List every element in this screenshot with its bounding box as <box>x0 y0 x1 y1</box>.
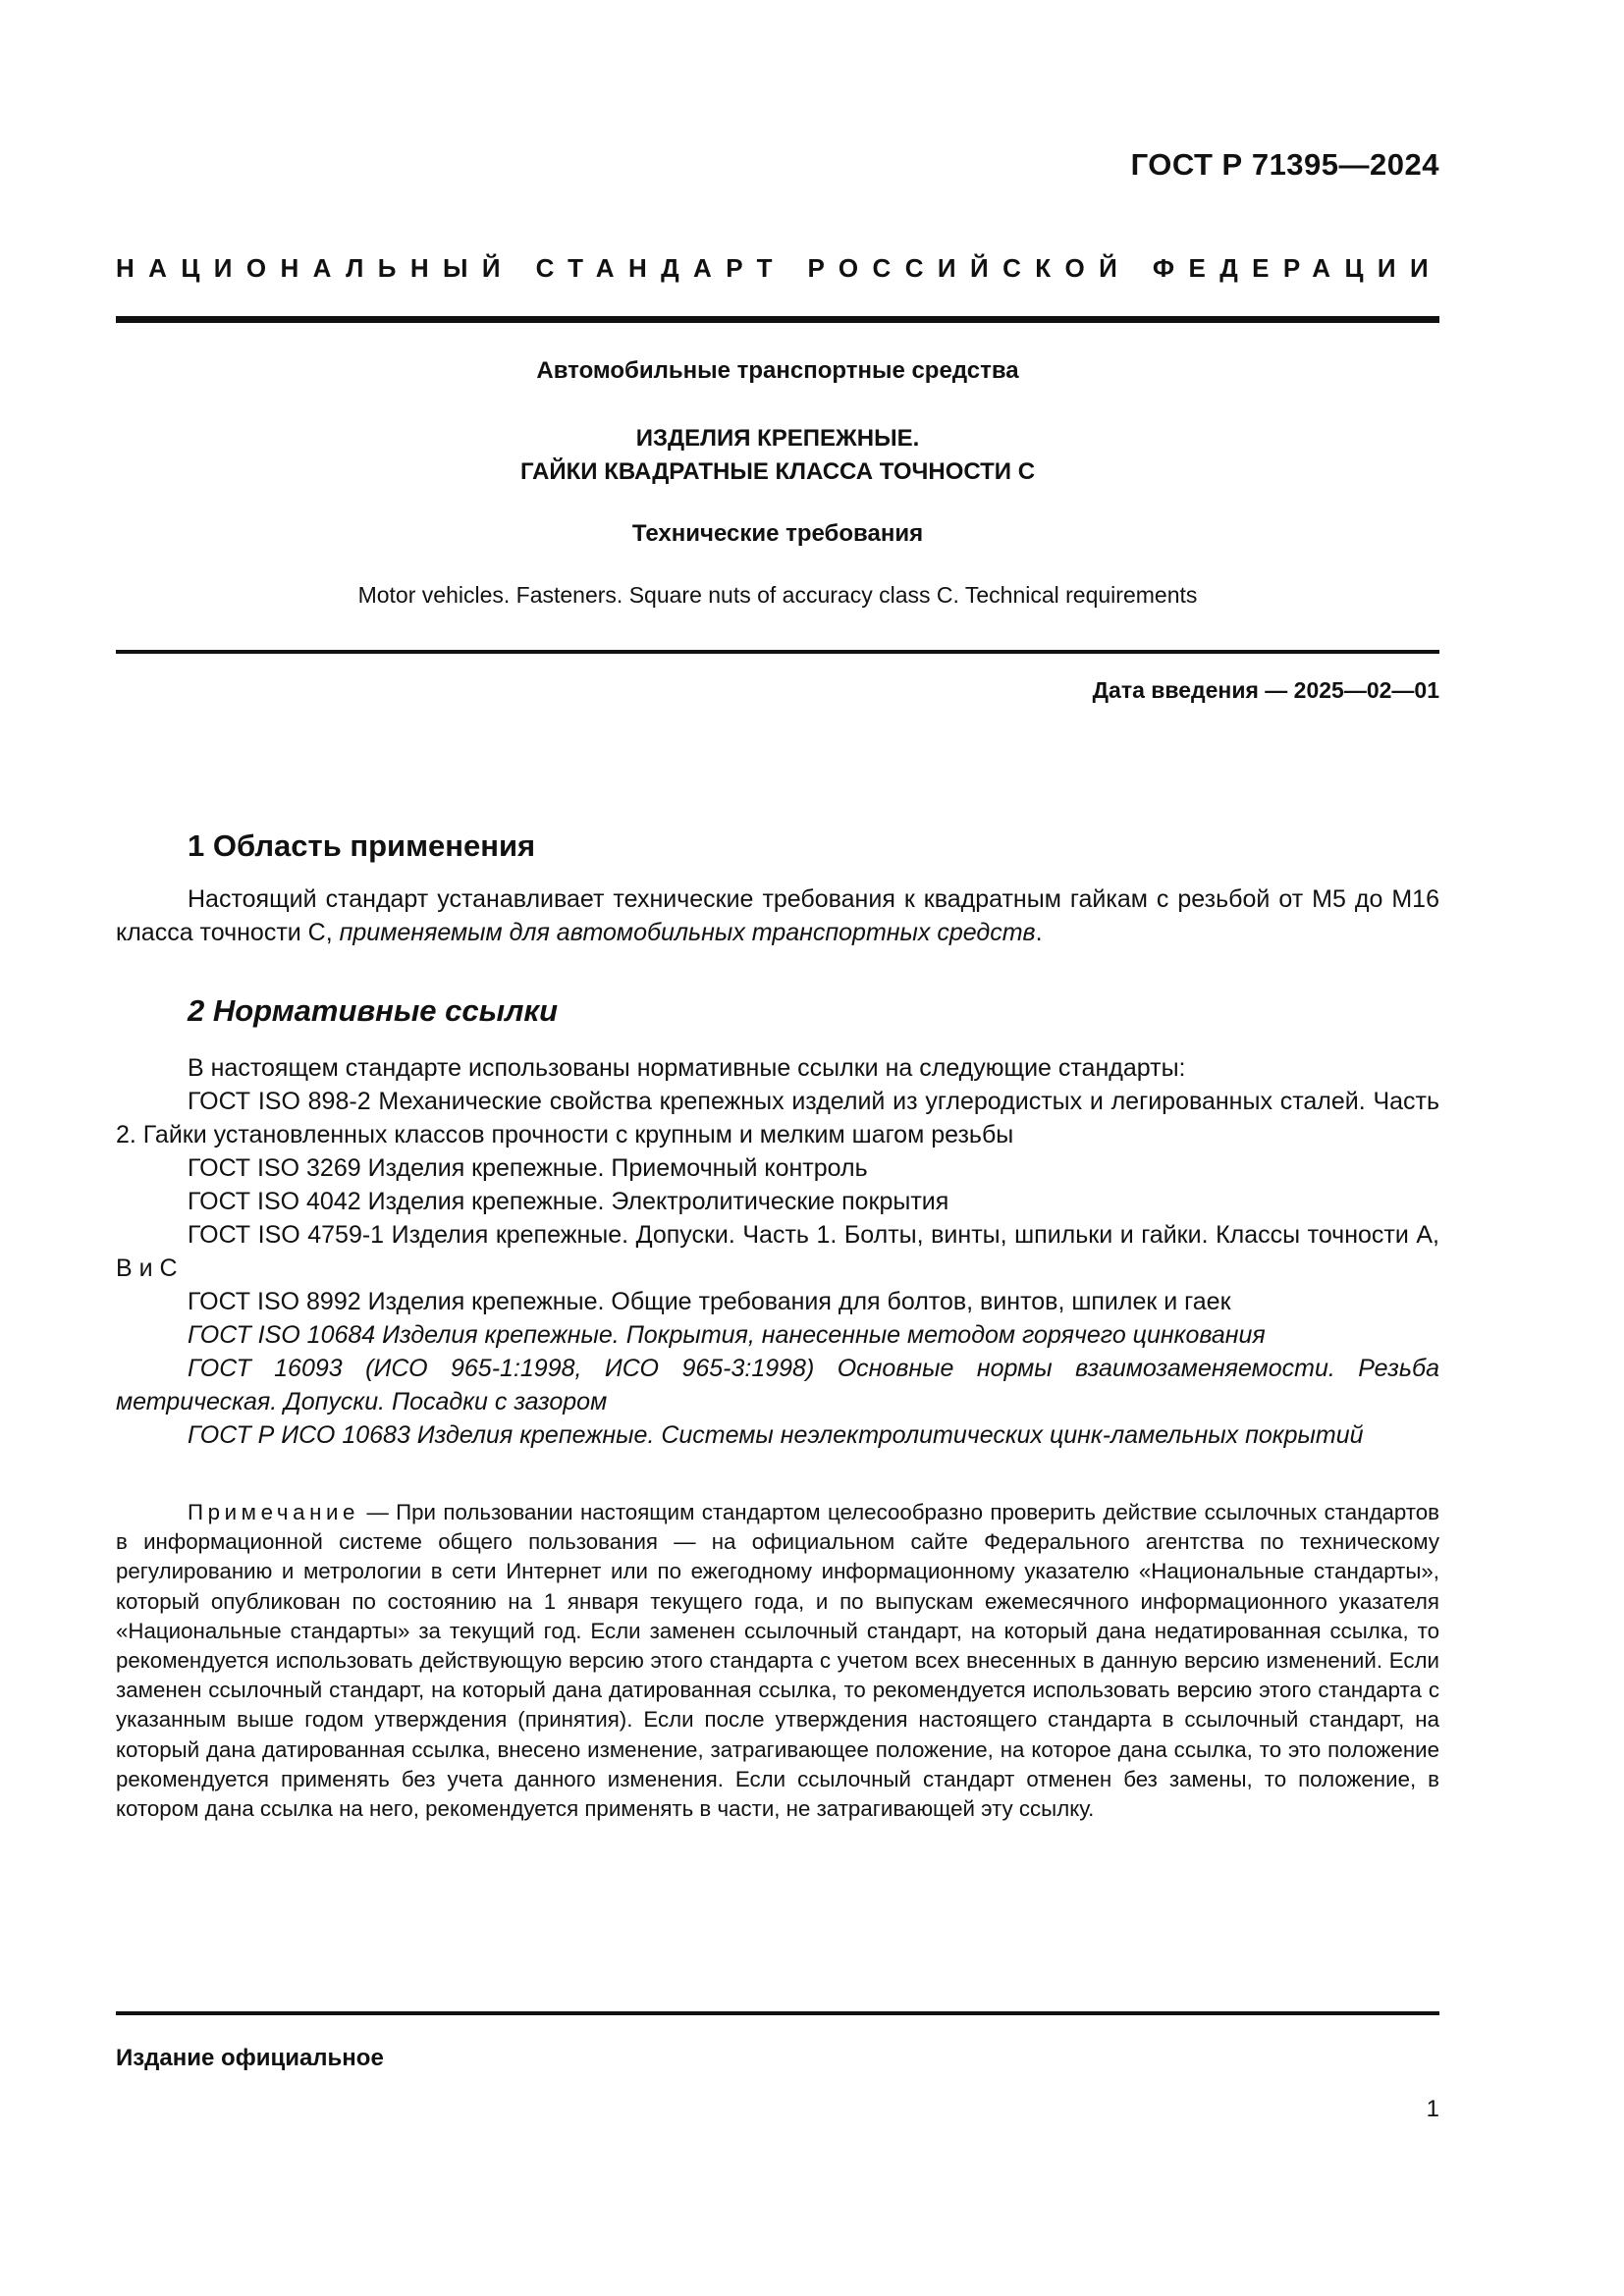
reference-item: ГОСТ ISO 8992 Изделия крепежные. Общие требования для болтов, винтов, шпилек и гаек <box>188 1288 1231 1315</box>
scope-paragraph <box>116 882 1439 949</box>
reference-item: ГОСТ ISO 898-2 Механические свойства крепежных изделий из углеродистых и легированных сталей. Часть 2. Гайки установленных классов прочности с крупным и мелким шагом резьбы <box>116 1088 1439 1148</box>
references-note <box>116 1498 1439 1824</box>
section-1-body <box>116 882 1439 949</box>
page-number: 1 <box>1426 2096 1439 2122</box>
document-number: ГОСТ Р 71395—2024 <box>1130 147 1439 182</box>
english-title: Motor vehicles. Fasteners. Square nuts of accuracy class C. Technical requirements <box>357 582 1198 608</box>
references-intro: В настоящем стандарте использованы нормативные ссылки на следующие стандарты: <box>188 1054 1186 1082</box>
introduction-date: Дата введения — 2025—02—01 <box>1092 677 1439 703</box>
standard-category: Автомобильные транспортные средства <box>536 357 1019 384</box>
footer-divider <box>116 2011 1439 2015</box>
note-text: — При пользовании настоящим стандартом целесообразно проверить действие ссылочных стандартов в информационной системе общего пользования — на официальном сайте Федерального агентства по техническому регулированию и метрологии в сети Интернет или по ежегодному информационному указателю «Национальные стандарты», который опубликован по состоянию на 1 января текущего года, и по выпускам ежемесячного информационного указателя «Национальные стандарты» за текущий год. Если заменен ссылочный стандарт, на который дана недатированная ссылка, то рекомендуется использовать действующую версию этого стандарта с учетом всех внесенных в данную версию изменений. Если заменен ссылочный стандарт, на который дана датированная ссылка, то рекомендуется использовать версию этого стандарта с указанным выше годом утверждения (принятия). Если после утверждения настоящего стандарта в ссылочный стандарт, на который дана датированная ссылка, внесено изменение, затрагивающее положение, на которое дана ссылка, то это положение рекомендуется применять без учета данного изменения. Если ссылочный стандарт отменен без замены, то положение, в котором дана ссылка на него, рекомендуется применять в части, не затрагивающей эту ссылку. <box>116 1500 1439 1822</box>
section-2-heading: 2 Нормативные ссылки <box>188 993 559 1028</box>
national-standard-heading: НАЦИОНАЛЬНЫЙ СТАНДАРТ РОССИЙСКОЙ ФЕДЕРАЦИИ <box>116 253 1443 283</box>
reference-item: ГОСТ ISO 4042 Изделия крепежные. Электролитические покрытия <box>188 1188 949 1215</box>
note-label: Примечание <box>188 1500 360 1524</box>
scope-text-italic: применяемым для автомобильных транспортных средств <box>339 919 1036 946</box>
scope-text: Настоящий стандарт устанавливает технические требования к квадратным гайкам с резьбой от М5 до М16 класса точности С, <box>116 885 1439 946</box>
standard-subtitle: Технические требования <box>631 520 924 547</box>
title-divider <box>116 650 1439 654</box>
scope-text-end: . <box>1035 919 1043 946</box>
header-divider <box>116 316 1439 323</box>
title-line-1: ИЗДЕЛИЯ КРЕПЕЖНЫЕ. <box>635 425 920 452</box>
official-edition-label: Издание официальное <box>116 2045 384 2071</box>
section-1-heading: 1 Область применения <box>188 828 536 863</box>
reference-item-italic: ГОСТ Р ИСО 10683 Изделия крепежные. Системы неэлектролитических цинк-ламельных покрытий <box>188 1421 1364 1449</box>
reference-item: ГОСТ ISO 3269 Изделия крепежные. Приемочный контроль <box>188 1154 868 1182</box>
section-2-body <box>116 1051 1439 1452</box>
title-line-2: ГАЙКИ КВАДРАТНЫЕ КЛАССА ТОЧНОСТИ С <box>519 458 1036 485</box>
standard-title <box>116 422 1439 489</box>
reference-item: ГОСТ ISO 4759-1 Изделия крепежные. Допуски. Часть 1. Болты, винты, шпильки и гайки. Классы точности А, В и С <box>116 1221 1439 1282</box>
reference-item-italic: ГОСТ ISO 10684 Изделия крепежные. Покрытия, нанесенные методом горячего цинкования <box>188 1321 1266 1349</box>
reference-item-italic: ГОСТ 16093 (ИСО 965-1:1998, ИСО 965-3:1998) Основные нормы взаимозаменяемости. Резьба метрическая. Допуски. Посадки с зазором <box>116 1355 1439 1415</box>
document-page <box>116 0 1443 2296</box>
